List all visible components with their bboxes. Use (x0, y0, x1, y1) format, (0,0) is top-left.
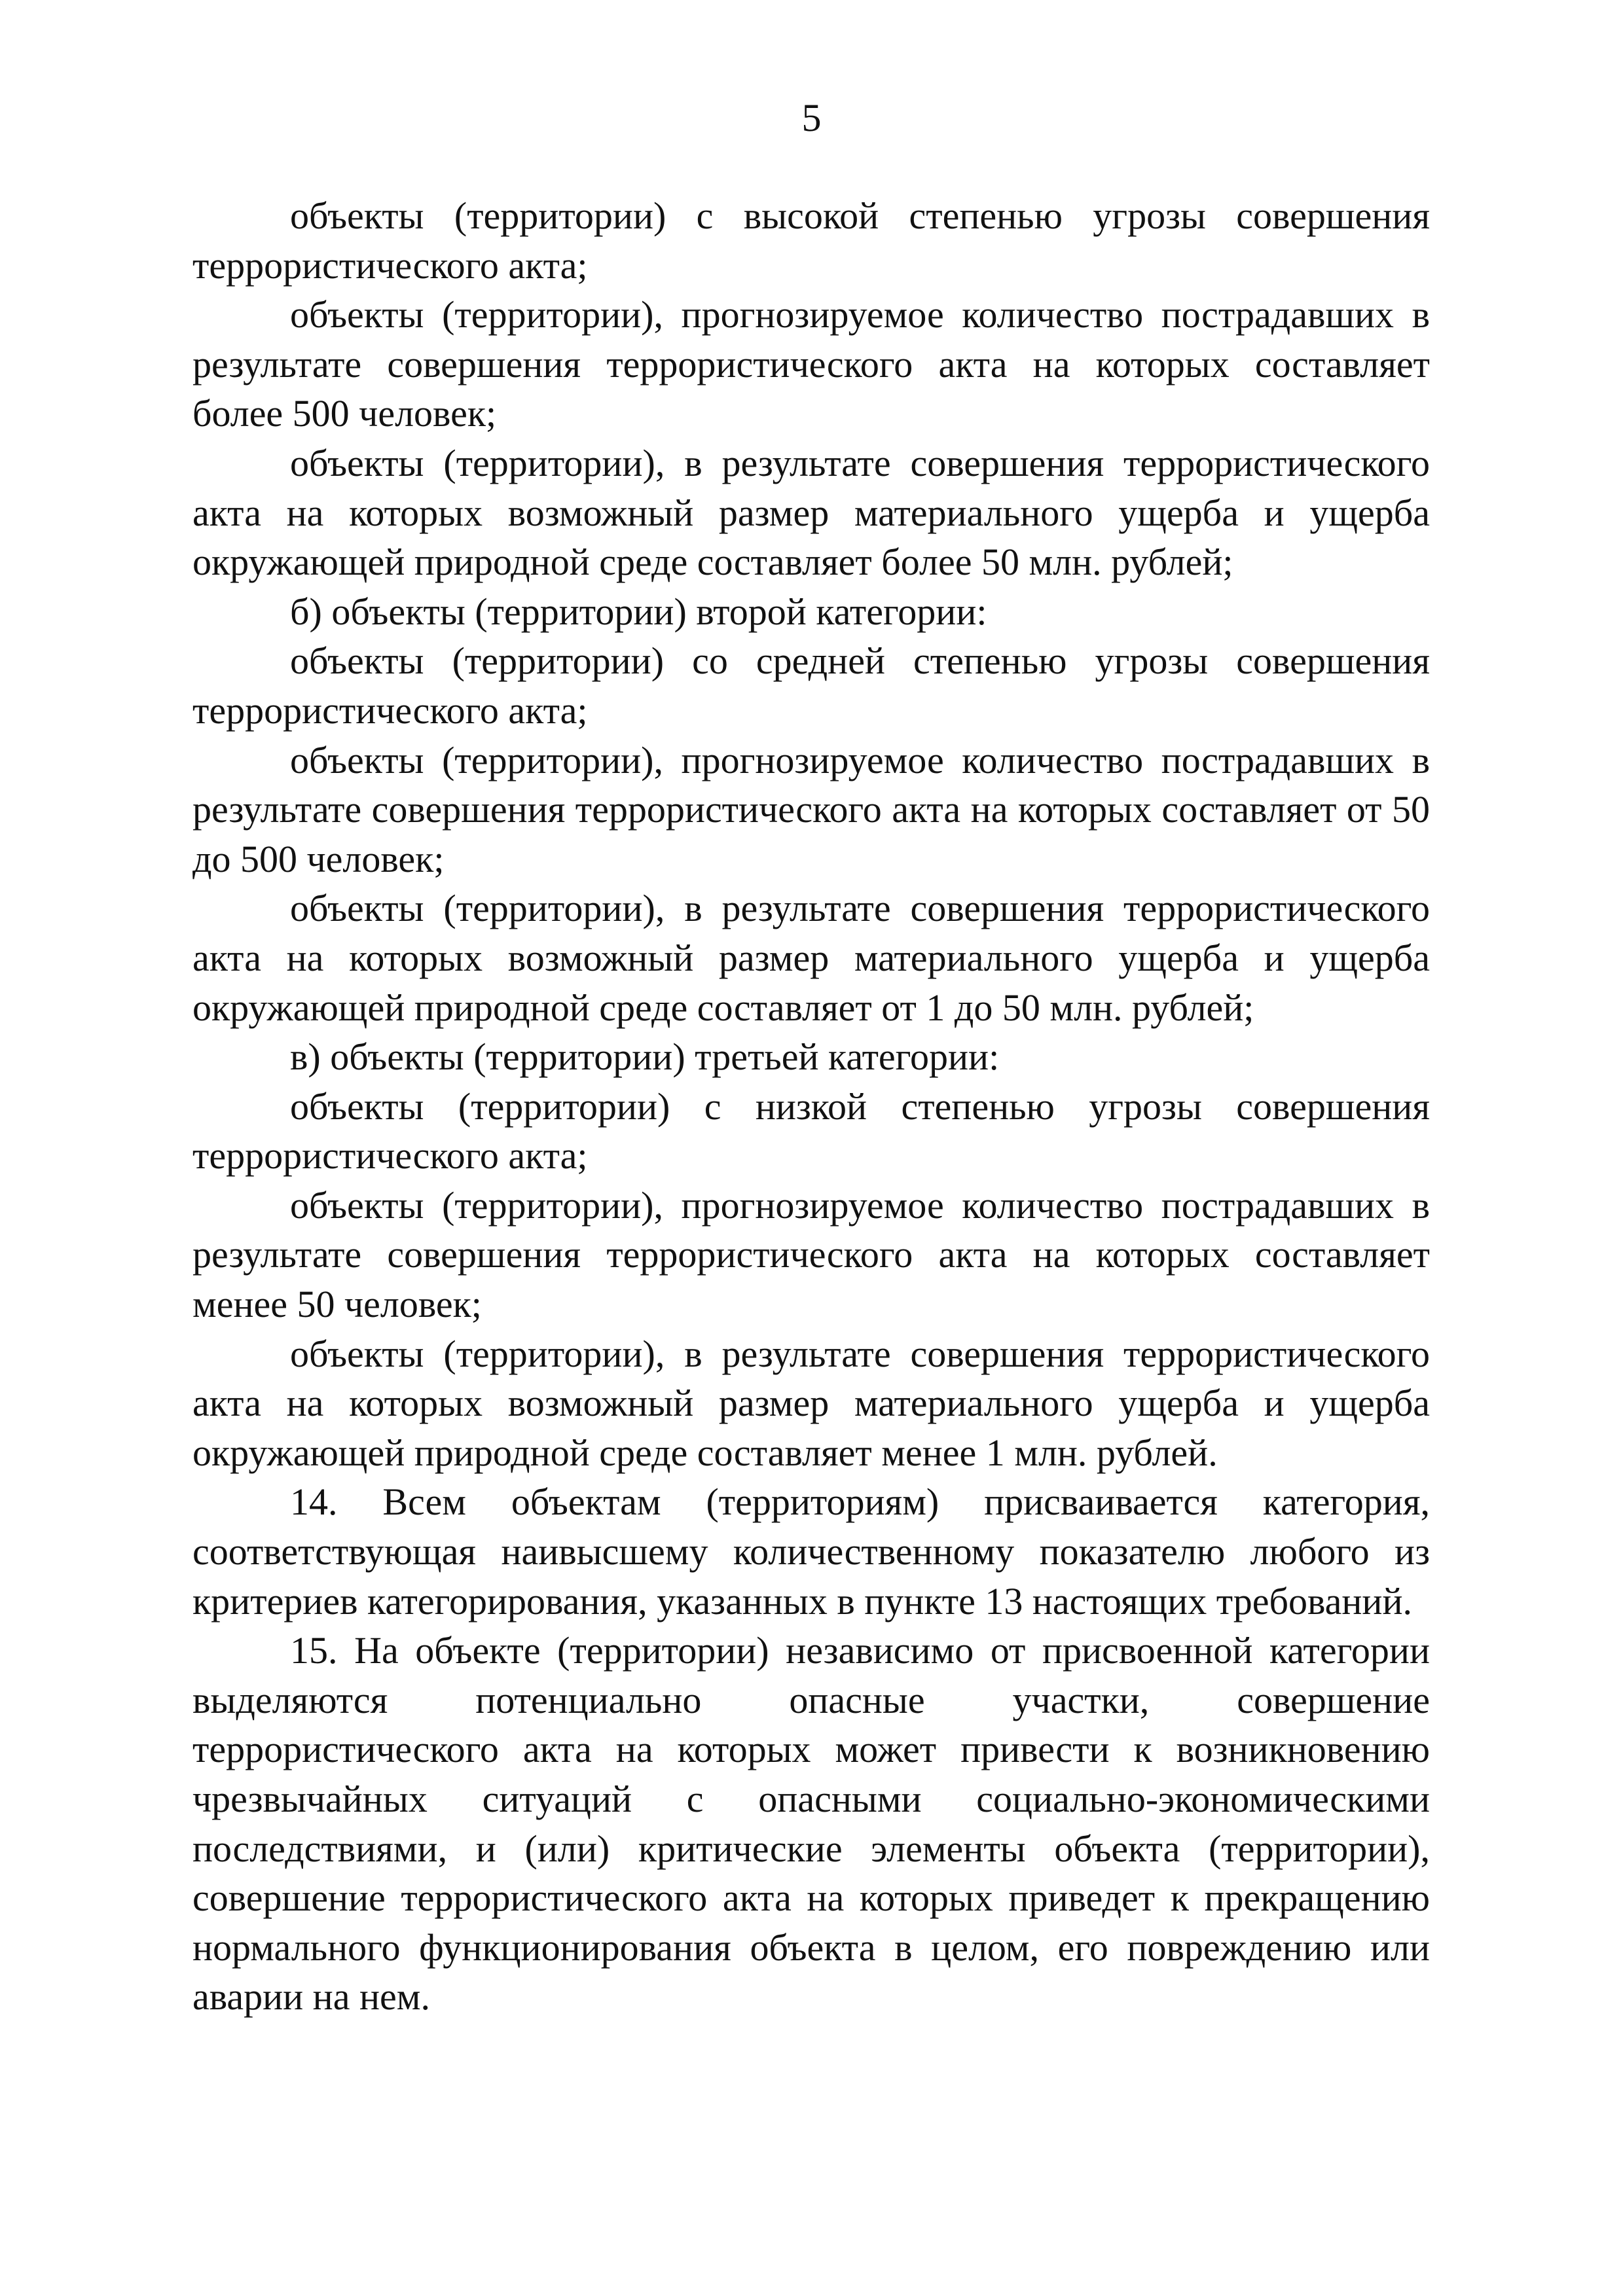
paragraph-damage-under-1m: объекты (территории), в результате совершения террористического акта на которых возможный размер материального ущерба и ущерба окружающей природной среде составляет менее 1 млн. рублей. (192, 1332, 1430, 1474)
paragraph-low-threat: объекты (территории) с низкой степенью угрозы совершения террористического акта; (192, 1085, 1430, 1177)
paragraph-victims-50-500: объекты (территории), прогнозируемое количество пострадавших в результате совершения террористического акта на которых составляет от 50 до 500 человек; (192, 738, 1430, 880)
paragraph-high-threat: объекты (территории) с высокой степенью угрозы совершения террористического акта; (192, 194, 1430, 287)
page-number: 5 (801, 96, 822, 139)
document-body (192, 191, 1430, 2022)
paragraph-victims-under-50: объекты (территории), прогнозируемое количество пострадавших в результате совершения террористического акта на которых составляет менее 50 человек; (192, 1183, 1430, 1326)
paragraph-item-15: 15. На объекте (территории) независимо от присвоенной категории выделяются потенциально опасные участки, совершение террористического акта на которых может привести к возникновению чрезвычайных ситуаций с опасными социально-экономическими последствиями, и (или) критические элементы объекта (территории), совершение террористического акта на которых приведет к прекращению нормального функционирования объекта в целом, его повреждению или аварии на нем. (192, 1629, 1430, 2018)
paragraph-medium-threat: объекты (территории) со средней степенью угрозы совершения террористического акта; (192, 639, 1430, 732)
paragraph-damage-over-50m: объекты (территории), в результате совершения террористического акта на которых возможный размер материального ущерба и ущерба окружающей природной среде составляет более 50 млн. рублей; (192, 441, 1430, 584)
paragraph-third-category: в) объекты (территории) третьей категории: (290, 1035, 1000, 1079)
paragraph-item-14: 14. Всем объектам (территориям) присваивается категория, соответствующая наивысшему количественному показателю любого из критериев категорирования, указанных в пункте 13 настоящих требований. (192, 1480, 1430, 1623)
paragraph-second-category: б) объекты (территории) второй категории: (290, 590, 987, 633)
paragraph-victims-over-500: объекты (территории), прогнозируемое количество пострадавших в результате совершения террористического акта на которых составляет более 500 человек; (192, 293, 1430, 435)
paragraph-damage-1-50m: объекты (территории), в результате совершения террористического акта на которых возможный размер материального ущерба и ущерба окружающей природной среде составляет от 1 до 50 млн. рублей; (192, 887, 1430, 1029)
